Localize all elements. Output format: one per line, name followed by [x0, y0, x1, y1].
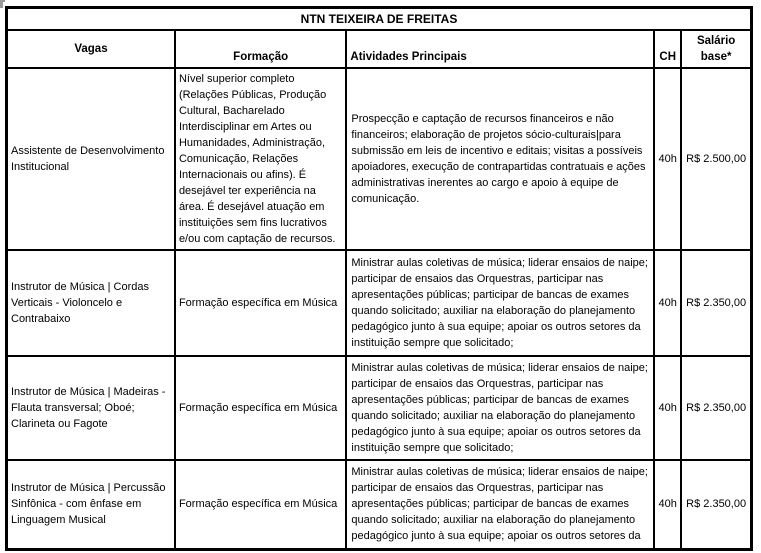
table-row — [7, 356, 752, 460]
vacancies-table — [5, 6, 753, 551]
cell-formacao[interactable]: Formação específica em Música — [175, 460, 346, 550]
table-row — [7, 68, 752, 250]
table-title-row — [7, 8, 752, 30]
header-atividades[interactable]: Atividades Principais — [346, 30, 654, 68]
cell-salario[interactable]: R$ 2.500,00 — [681, 68, 751, 250]
table-title[interactable]: NTN TEIXEIRA DE FREITAS — [7, 8, 752, 30]
cell-vaga[interactable]: Instrutor de Música | Percussão Sinfônica - com ênfase em Linguagem Musical — [7, 460, 175, 550]
cell-salario[interactable]: R$ 2.350,00 — [681, 356, 751, 460]
header-salario[interactable]: Salário base* — [681, 30, 751, 68]
cell-formacao[interactable]: Formação específica em Música — [175, 250, 346, 356]
table-header-row — [7, 30, 752, 68]
cell-atividades[interactable]: Ministrar aulas coletivas de música; liderar ensaios de naipe; participar de ensaios das Orquestras, participar nas apresentações públicas; participar de bancas de exames quando solicitado; auxiliar na elaboração do planejamento pedagógico junto à sua equipe; apoiar os outros setores da instituição sempre que solicitado; — [346, 356, 654, 460]
cell-vaga[interactable]: Instrutor de Música | Cordas Verticais - Violoncelo e Contrabaixo — [7, 250, 175, 356]
table-row — [7, 250, 752, 356]
header-vagas[interactable]: Vagas — [7, 30, 175, 68]
cell-ch[interactable]: 40h — [654, 68, 681, 250]
cell-vaga[interactable]: Instrutor de Música | Madeiras - Flauta transversal; Oboé; Clarineta ou Fagote — [7, 356, 175, 460]
header-formacao[interactable]: Formação — [175, 30, 346, 68]
cell-salario[interactable]: R$ 2.350,00 — [681, 250, 751, 356]
cell-ch[interactable]: 40h — [654, 250, 681, 356]
cell-salario[interactable]: R$ 2.350,00 — [681, 460, 751, 550]
cell-atividades[interactable]: Ministrar aulas coletivas de música; liderar ensaios de naipe; participar de ensaios das Orquestras, participar nas apresentações públicas; participar de bancas de exames quando solicitado; auxiliar na elaboração do planejamento pedagógico junto à sua equipe; apoiar os outros setores da instituição sempre que solicitado; — [346, 250, 654, 356]
cell-vaga[interactable]: Assistente de Desenvolvimento Institucional — [7, 68, 175, 250]
cell-atividades-text: Ministrar aulas coletivas de música; liderar ensaios de naipe; participar de ensaios das Orquestras, participar nas apresentações públicas; participar de bancas de exames quando solicitado; auxiliar na elaboração do planejamento pedagógico junto à sua equipe; apoiar os outros setores da — [351, 466, 648, 543]
cell-atividades[interactable] — [346, 460, 654, 550]
cell-ch[interactable]: 40h — [654, 356, 681, 460]
table-row — [7, 460, 752, 550]
cell-formacao[interactable]: Nível superior completo (Relações Públicas, Produção Cultural, Bacharelado Interdisciplinar em Artes ou Humanidades, Administração, Comunicação, Relações Internacionais ou afins). É desejável ter experiência na área. É desejável atuação em instituições sem fins lucrativos e/ou com captação de recursos. — [175, 68, 346, 250]
cell-atividades[interactable]: Prospecção e captação de recursos financeiros e não financeiros; elaboração de projetos sócio-culturais|para submissão em leis de incentivo e editais; visitas a possíveis apoiadores, execução de contrapartidas contratuais e ações administrativas inerentes ao cargo e apoio à equipe de comunicação. — [346, 68, 654, 250]
cell-ch[interactable]: 40h — [654, 460, 681, 550]
header-ch[interactable]: CH — [654, 30, 681, 68]
cell-formacao[interactable]: Formação específica em Música — [175, 356, 346, 460]
